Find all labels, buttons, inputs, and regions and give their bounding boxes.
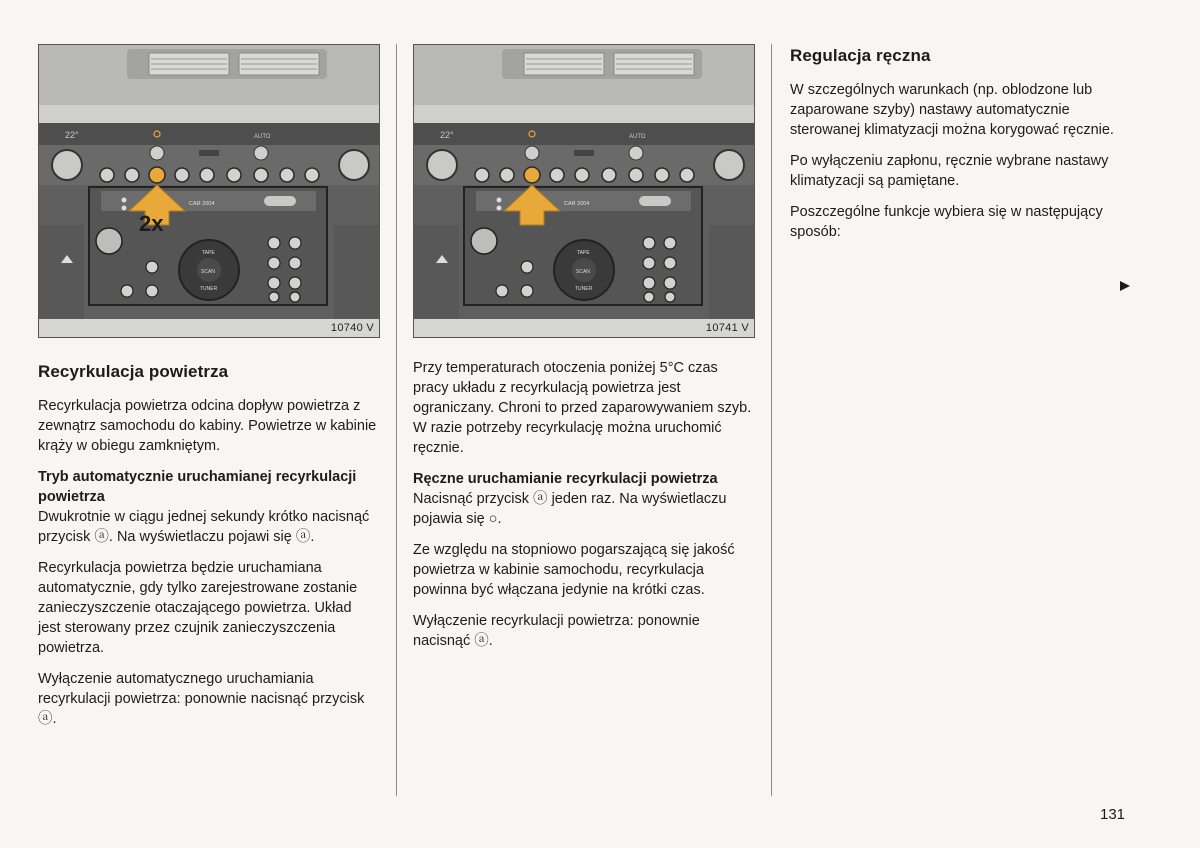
- column-right: [790, 44, 1135, 253]
- nav-down: TUNER: [575, 286, 593, 292]
- nav-up: TAPE: [202, 250, 215, 256]
- paragraph: Dwukrotnie w ciągu jednej sekundy krótko nacisnąć przycisk ⓐ. Na wyświetlaczu pojawi się ⓐ.: [38, 509, 370, 545]
- nav-mid: SCAN: [576, 269, 590, 275]
- paragraph: Recyrkulacja powietrza będzie uruchamiana automatycznie, gdy tylko zarejestrowane zostanie zanieczyszczenie otaczającego powietrza. Układ jest sterowany przez czujnik zanieczyszczenia powietrza.: [38, 560, 358, 656]
- figure-number: 10740 V: [330, 322, 374, 334]
- paragraph: Recyrkulacja powietrza odcina dopływ powietrza z zewnątrz samochodu do kabiny. Powietrze w kabinie krąży w obiegu zamkniętym.: [38, 398, 377, 454]
- subheading: Tryb automatycznie uruchamianej recyrkulacji powietrza: [38, 469, 357, 505]
- paragraph: W szczególnych warunkach (np. oblodzone lub zaparowane szyby) nastawy automatycznie sterowanej klimatyzacji można korygować ręcznie.: [790, 82, 1114, 138]
- nav-down: TUNER: [200, 286, 218, 292]
- figure-climate-panel-2: [413, 44, 755, 338]
- paragraph: Poszczególne funkcje wybiera się w następujący sposób:: [790, 204, 1103, 240]
- column-left: [38, 44, 378, 740]
- display-temp: 22°: [440, 130, 454, 140]
- paragraph: Nacisnąć przycisk ⓐ jeden raz. Na wyświetlaczu pojawia się ○.: [413, 491, 727, 527]
- subheading: Ręczne uruchamianie recyrkulacji powietrza: [413, 471, 718, 487]
- paragraph: Wyłączenie automatycznego uruchamiania recyrkulacji powietrza: ponownie nacisnąć przycisk ⓐ.: [38, 671, 365, 727]
- continue-arrow-icon: [1120, 281, 1130, 291]
- climate-panel-illustration: [414, 45, 754, 337]
- paragraph: Wyłączenie recyrkulacji powietrza: ponownie nacisnąć ⓐ.: [413, 613, 700, 649]
- paragraph: Przy temperaturach otoczenia poniżej 5°C czas pracy układu z recyrkulacją powietrza jest ograniczany. Chroni to przed zaparowywaniem szyb. W razie potrzeby recyrkulację można uruchomić ręcznie.: [413, 360, 752, 456]
- radio-label: CAR 2004: [189, 201, 215, 207]
- paragraph: Ze względu na stopniowo pogarszającą się jakość powietrza w kabinie samochodu, recyrkulacja powinna być włączana jedynie na krótki czas.: [413, 542, 735, 598]
- page-number: 131: [1100, 806, 1126, 823]
- nav-mid: SCAN: [201, 269, 215, 275]
- paragraph: Po wyłączeniu zapłonu, ręcznie wybrane nastawy klimatyzacji są pamiętane.: [790, 153, 1109, 189]
- display-auto: AUTO: [629, 134, 646, 140]
- column-divider: [771, 44, 772, 796]
- display-auto: AUTO: [254, 134, 271, 140]
- section-heading: Regulacja ręczna: [790, 46, 931, 65]
- figure-number: 10741 V: [705, 322, 749, 334]
- column-middle: [413, 44, 755, 662]
- section-heading: Recyrkulacja powietrza: [38, 362, 229, 381]
- column-divider: [396, 44, 397, 796]
- display-temp: 22°: [65, 130, 79, 140]
- radio-label: CAR 2004: [564, 201, 590, 207]
- figure-climate-panel-1: [38, 44, 380, 338]
- climate-panel-illustration: [39, 45, 379, 337]
- nav-up: TAPE: [577, 250, 590, 256]
- callout-2x: 2x: [139, 211, 164, 236]
